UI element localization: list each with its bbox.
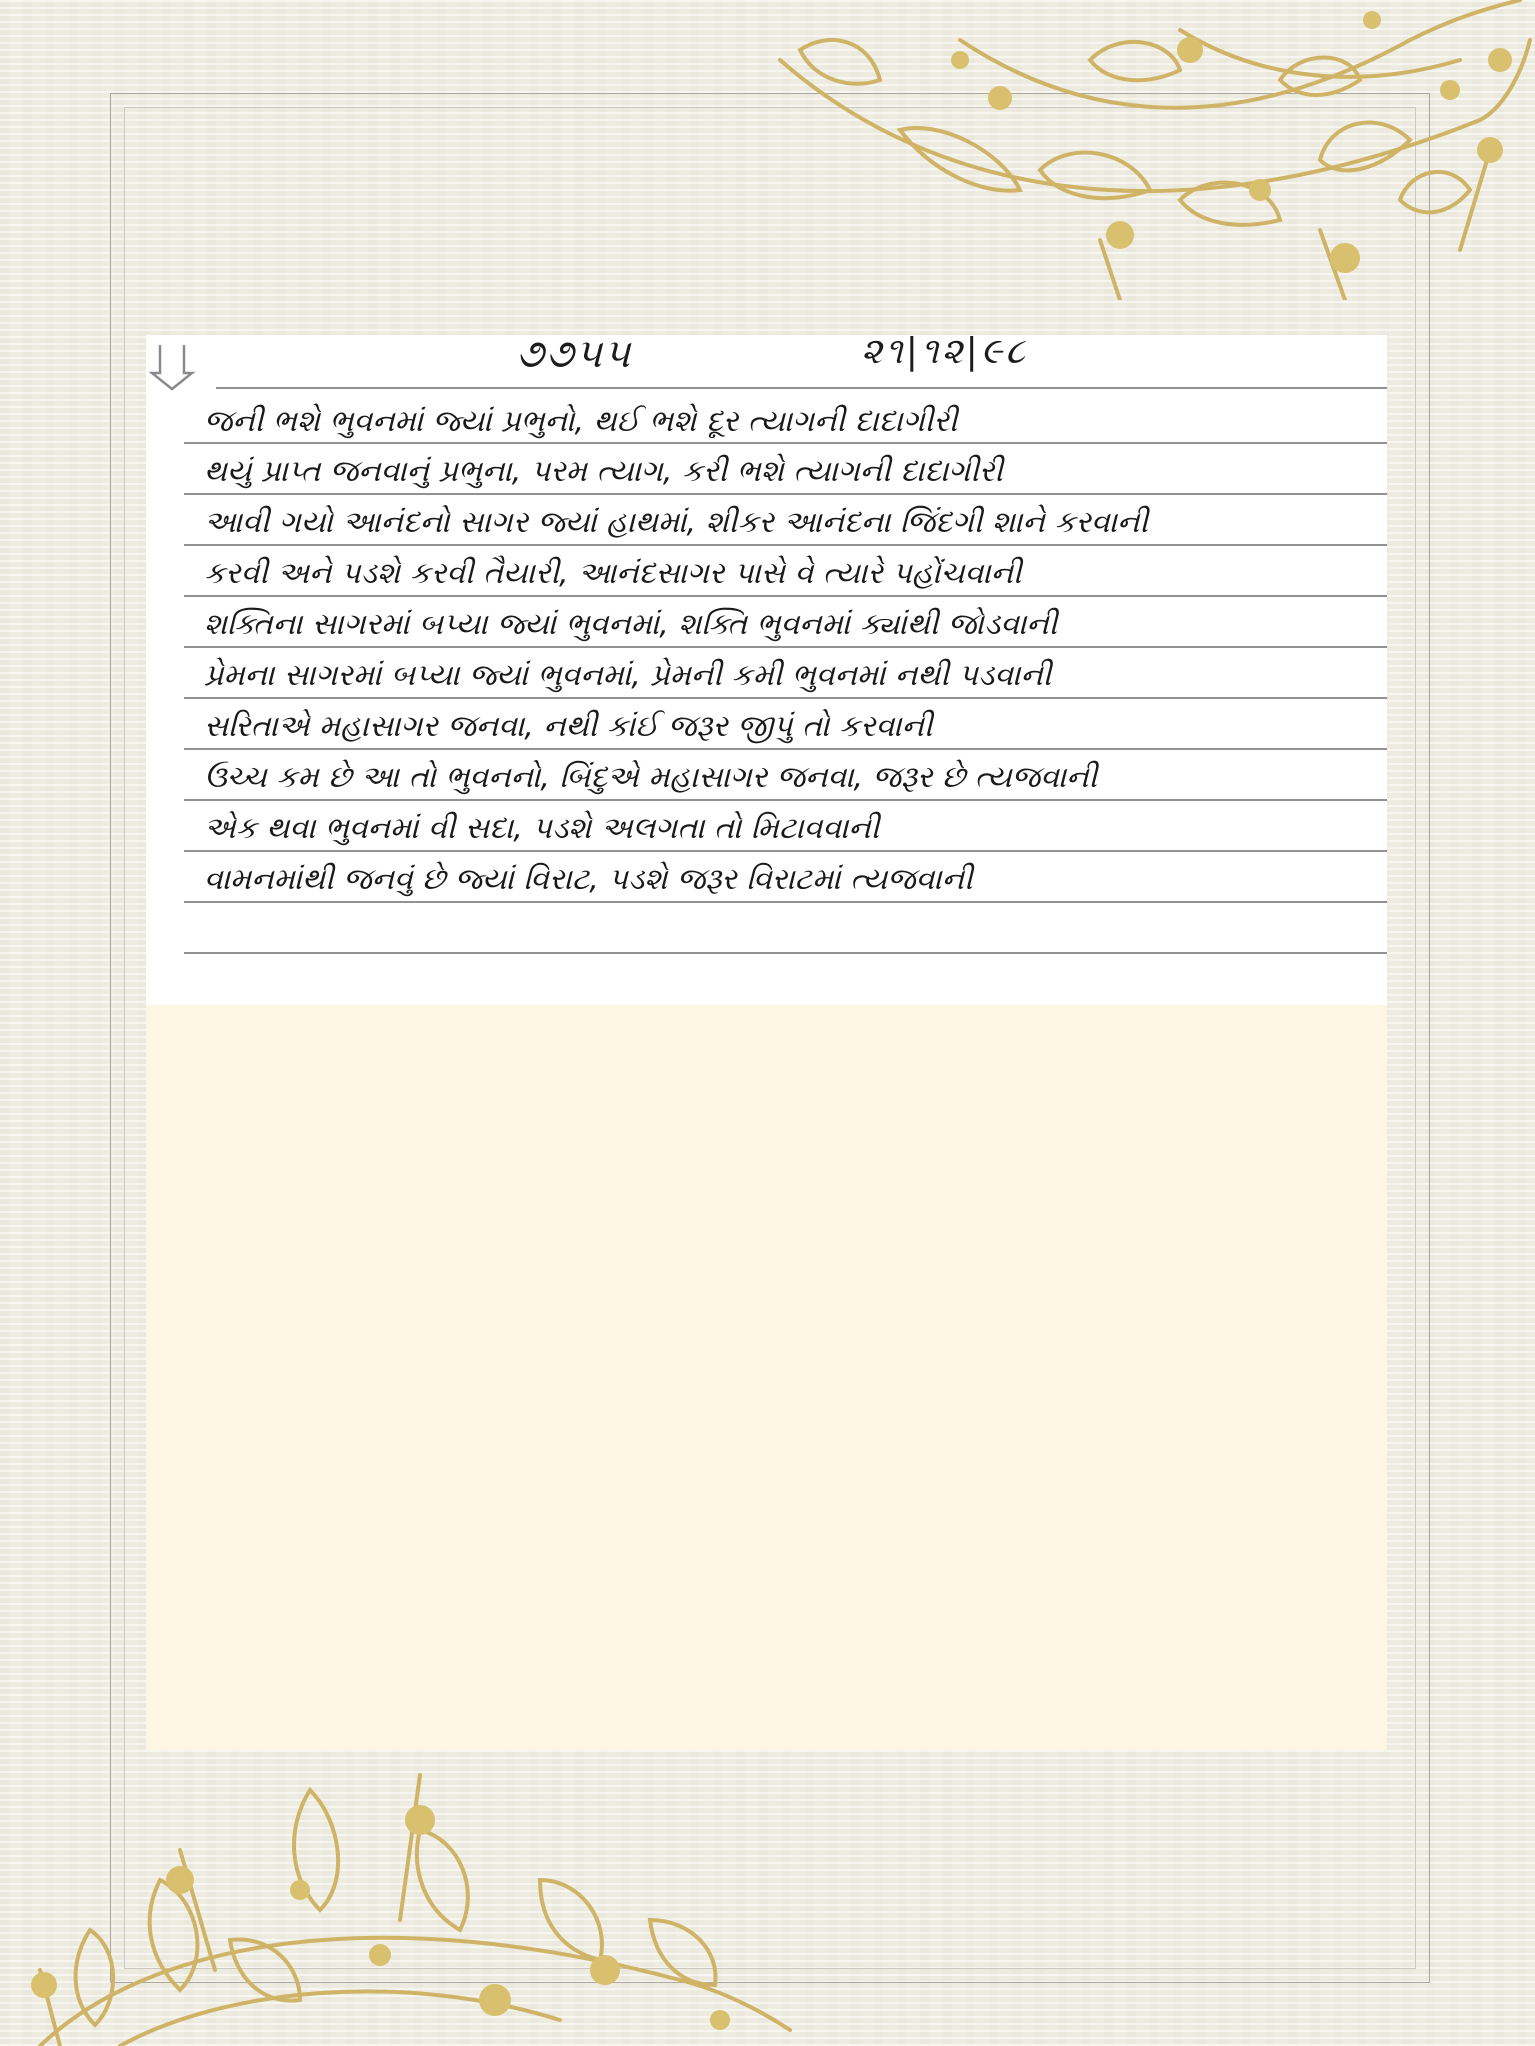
gold-vine-top-right-decoration <box>760 0 1535 300</box>
poem-line-2: થયું પ્રાપ્ત જનવાનું પ્રભુના, પરમ ત્યાગ, કરી ભશે ત્યાગની દાદાગીરી <box>204 454 1004 489</box>
poem-line-4: કરવી અને પડશે કરવી તૈયારી, આનંદસાગર પાસે વે ત્યારે પહોંચવાની <box>204 556 1022 591</box>
poem-line-9: એક થવા ભુવનમાં વી સદા, પડશે અલગતા તો મિટાવવાની <box>204 811 880 846</box>
poem-line-7: સરિતાએ મહાસાગર જનવા, નથી કાંઈ જરૂર જીપું તો કરવાની <box>204 709 933 744</box>
poem-line-8: ઉચ્ચ કમ છે આ તો ભુવનનો, બિંદુએ મહાસાગર જનવા, જરૂર છે ત્યજવાની <box>204 760 1098 795</box>
entry-header <box>146 331 1387 385</box>
entry-date: ૨૧|૧૨|૯૮ <box>861 331 1028 372</box>
poem-line-5: શક્તિના સાગરમાં બપ્યા જ્યાં ભુવનમાં, શક્તિ ભુવનમાં ક્યાંથી જોડવાની <box>204 607 1058 642</box>
gold-vine-bottom-left-decoration <box>0 1770 800 2046</box>
poem-line-6: પ્રેમના સાગરમાં બપ્યા જ્યાં ભુવનમાં, પ્રેમની કમી ભુવનમાં નથી પડવાની <box>204 658 1052 693</box>
empty-cream-panel <box>146 1005 1387 1750</box>
poem-line-1: જની ભશે ભુવનમાં જ્યાં પ્રભુનો, થઈ ભશે દૂર ત્યાગની દાદાગીરી <box>204 404 958 439</box>
poem-line-10: વામનમાંથી જનવું છે જ્યાં વિરાટ, પડશે જરૂર વિરાટમાં ત્યજવાની <box>204 862 973 897</box>
entry-number: ૭૭૫૫ <box>516 331 633 377</box>
handwritten-note-sheet <box>146 331 1387 1005</box>
poem-line-3: આવી ગયો આનંદનો સાગર જ્યાં હાથમાં, શીકર આનંદના જિંદગી શાને કરવાની <box>204 505 1149 540</box>
